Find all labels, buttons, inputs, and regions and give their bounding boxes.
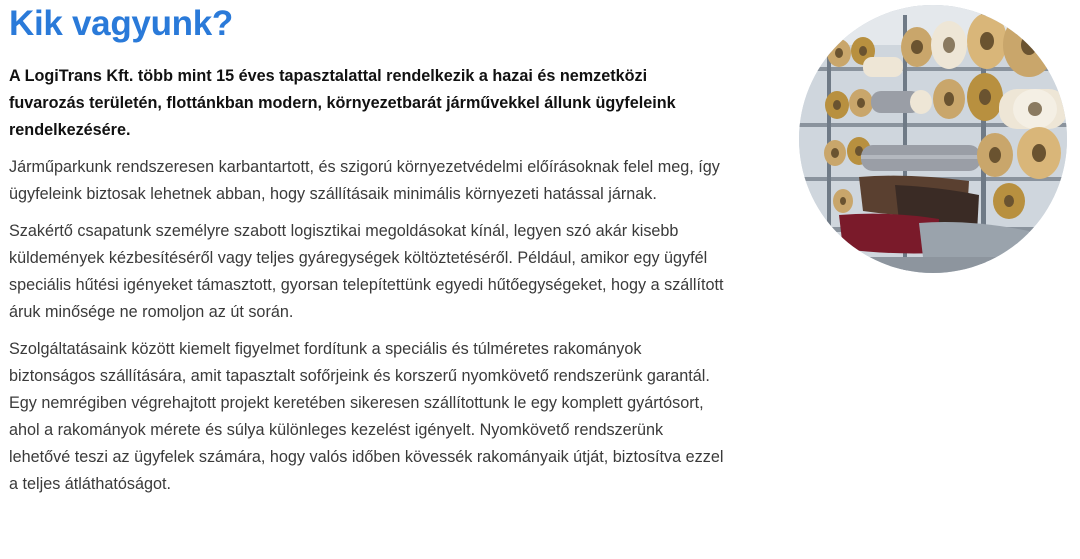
fabric-rolls-illustration (799, 5, 1067, 273)
page-title: Kik vagyunk? (9, 4, 233, 43)
about-text (9, 63, 724, 508)
paragraph-services: Szolgáltatásaink között kiemelt figyelmet fordítunk a speciális és túlméretes rakományok biztonságos szállítására, amit tapasztalt sofőrjeink és korszerű nyomkövető rendszerünk garantál. Egy nemrégiben végrehajtott projekt keretében sikeresen szállítottunk le egy komplett gyártósort, ahol a rakományok mérete és súlya különleges kezelést igényelt. Nyomkövető rendszerünk lehetővé teszi az ügyfelek számára, hogy valós időben kövessék rakományaik útját, biztosítva ezzel a teljes átláthatóságot. (9, 340, 724, 493)
paragraph-fleet: Járműparkunk rendszeresen karbantartott, és szigorú környezetvédelmi előírásoknak felel meg, így ügyfeleink biztosak lehetnek abban, hogy szállításaik minimális környezeti hatással járnak. (9, 158, 720, 203)
warehouse-fabric-rolls-image (799, 5, 1067, 273)
paragraph-team: Szakértő csapatunk személyre szabott logisztikai megoldásokat kínál, legyen szó akár kisebb küldemények kézbesítéséről vagy teljes gyáregységek költöztetéséről. Például, amikor egy ügyfél speciális hűtési igényeket támasztott, gyorsan telepítettünk egyedi hűtőegységeket, hogy a szállított áruk minősége ne romoljon az út során. (9, 222, 724, 321)
lead-paragraph: A LogiTrans Kft. több mint 15 éves tapasztalattal rendelkezik a hazai és nemzetközi fuvarozás területén, flottánkban modern, környezetbarát járművekkel állunk ügyfeleink rendelkezésére. (9, 67, 676, 139)
